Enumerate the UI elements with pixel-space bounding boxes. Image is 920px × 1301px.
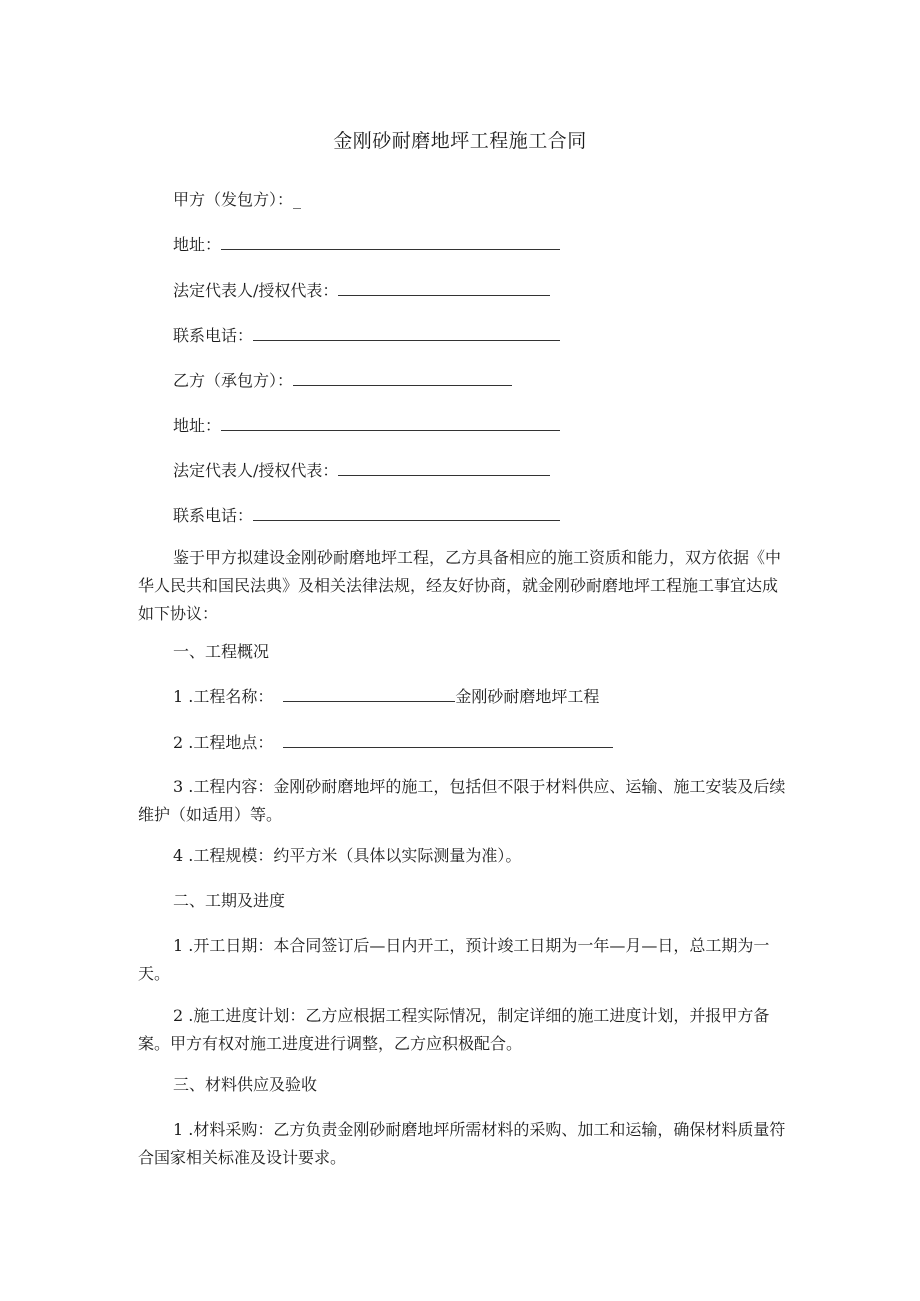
party-b-label: 乙方（承包方）： [173, 371, 294, 390]
project-name-blank[interactable] [283, 686, 455, 702]
project-name-value: 金刚砂耐磨地坪工程 [455, 687, 600, 706]
section-1-item-2 [173, 732, 613, 753]
party-a-rep-line [173, 280, 550, 301]
party-a-line [173, 190, 301, 210]
party-a-rep-label: 法定代表人/授权代表： [173, 281, 339, 300]
section-3-item-1: 1 .材料采购：乙方负责金刚砂耐磨地坪所需材料的采购、加工和运输，确保材料质量符合国家相关标准及设计要求。 [138, 1120, 786, 1167]
party-a-rep-blank[interactable] [338, 280, 550, 296]
section-2-item-1: 1 .开工日期：本合同签订后—日内开工，预计竣工日期为一年—月—日，总工期为一天。 [138, 936, 770, 983]
party-b-address-line [173, 415, 560, 436]
section-1-item-4: 4 .工程规模：约平方米（具体以实际测量为准）。 [173, 846, 522, 865]
section-2-heading: 二、工期及进度 [173, 891, 286, 910]
party-b-address-blank[interactable] [221, 415, 560, 431]
section-1-heading: 一、工程概况 [173, 642, 270, 661]
section-2-item-2: 2 .施工进度计划：乙方应根据工程实际情况，制定详细的施工进度计划，并报甲方备案。甲方有权对施工进度进行调整，乙方应积极配合。 [138, 1006, 770, 1053]
party-a-phone-label: 联系电话： [173, 326, 254, 345]
party-a-phone-line [173, 325, 560, 346]
party-b-rep-label: 法定代表人/授权代表： [173, 461, 339, 480]
party-b-line [173, 370, 512, 391]
party-a-address-blank[interactable] [221, 234, 560, 250]
party-a-address-label: 地址： [173, 235, 222, 254]
party-b-address-label: 地址： [173, 416, 222, 435]
party-a-address-line [173, 234, 560, 255]
section-3-heading: 三、材料供应及验收 [173, 1075, 318, 1094]
preamble-paragraph: 鉴于甲方拟建设金刚砂耐磨地坪工程，乙方具备相应的施工资质和能力，双方依据《中华人民共和国民法典》及相关法律法规，经友好协商，就金刚砂耐磨地坪工程施工事宜达成如下协议： [138, 548, 782, 623]
party-b-phone-line [173, 505, 560, 526]
party-b-phone-label: 联系电话： [173, 506, 254, 525]
party-a-phone-blank[interactable] [253, 325, 560, 341]
project-location-label: 2 .工程地点： [173, 733, 274, 752]
section-1-item-1 [173, 686, 599, 707]
page-title: 金刚砂耐磨地坪工程施工合同 [333, 130, 587, 152]
party-b-rep-blank[interactable] [338, 460, 550, 476]
party-b-phone-blank[interactable] [253, 505, 560, 521]
project-name-label: 1 .工程名称： [173, 687, 274, 706]
party-b-name-blank[interactable] [293, 370, 512, 386]
party-b-rep-line [173, 460, 550, 481]
party-a-label: 甲方（发包方）：_ [173, 190, 302, 209]
section-1-item-3: 3 .工程内容：金刚砂耐磨地坪的施工，包括但不限于材料供应、运输、施工安装及后续维护（如适用）等。 [138, 777, 786, 824]
project-location-blank[interactable] [283, 732, 613, 748]
